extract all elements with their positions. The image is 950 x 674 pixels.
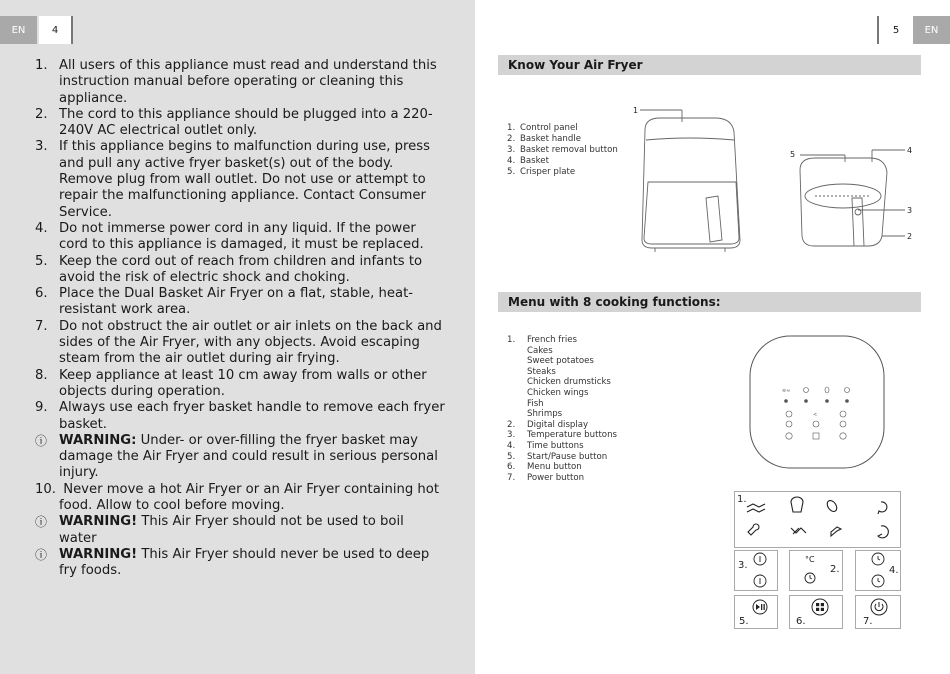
function-label: Shrimps [527,409,563,420]
time-buttons-box [855,550,901,591]
instruction-text: Under- or over-filling the fryer basket may damage the Air Fryer and could result in serious personal injury. [59,432,443,481]
part-label: Basket handle [520,133,581,144]
page-number-divider [71,16,73,44]
part-number: 2. [507,133,516,144]
panel-label-7: 7. [863,616,873,627]
function-item [507,388,617,399]
panel-label-2: 2. [830,564,840,575]
function-item [507,335,617,346]
fish-icon [831,527,841,536]
function-number: 6. [507,462,516,473]
function-item [507,356,617,367]
function-label: French fries [527,335,578,345]
list-marker: 2. [35,106,48,122]
digital-display-box [789,550,843,591]
function-item [507,473,617,484]
instruction-item [35,221,445,254]
temperature-buttons-box [734,550,778,591]
instruction-text: All users of this appliance must read and understand this instruction manual before operating or cleaning this appliance. [59,58,441,106]
warning-label: WARNING: [59,432,137,448]
part-label: Crisper plate [520,166,576,177]
play-pause-icon [735,596,779,630]
function-label: Steaks [527,366,556,377]
warning-label: WARNING! [59,514,138,530]
callout-3: 3 [907,206,913,215]
list-marker: 6. [35,286,48,302]
instruction-item [35,400,449,433]
language-tab: EN [913,16,950,44]
panel-label-6: 6. [796,616,806,627]
part-number: 5. [507,166,516,177]
function-label: Sweet potatoes [527,356,594,367]
instruction-text: Keep the cord out of reach from children and infants to avoid the risk of electric shock and choking. [59,253,427,285]
function-label: Time buttons [527,440,584,451]
function-label: Chicken drumsticks [527,377,611,388]
function-item [507,346,617,357]
instruction-text: If this appliance begins to malfunction during use, press and pull any active fryer basket(s) out of the body. Remove plug from wall outlet. Do not use or attempt to repair the malfunctioning appliance. Contact Consumer Service. [59,139,435,220]
list-marker: 1. [35,58,48,73]
svg-text:≋≈: ≋≈ [782,388,791,394]
function-number: 7. [507,472,516,483]
panel-label-5: 5. [739,616,749,627]
cooking-presets-box [734,491,901,548]
function-number: 4. [507,440,516,451]
function-number: 3. [507,430,516,441]
list-marker: 9. [35,400,48,416]
function-item [507,377,617,388]
instruction-item [35,139,445,220]
chicken-wings-icon [791,528,806,534]
callout-4: 4 [907,146,913,155]
callout-1: 1 [633,106,639,115]
function-label: Menu button [527,462,582,473]
function-label: Fish [527,398,544,409]
safety-instructions-list [35,58,449,580]
function-label: Cakes [527,345,553,356]
list-marker: 4. [35,220,48,236]
panel-label-3: 3. [738,560,748,571]
svg-text:<: < [813,412,818,418]
menu-button-box [789,595,843,629]
instruction-item [35,286,445,319]
warning-item [35,514,445,547]
function-number: 5. [507,451,516,462]
menu-grid-icon [790,596,844,630]
function-label: Start/Pause button [527,451,608,462]
sweet-potato-icon [825,499,838,513]
instruction-text: This Air Fryer should never be used to deep fry foods. [59,546,434,579]
function-item [507,430,617,441]
panel-label-4: 4. [889,565,899,576]
celsius-label: °C [805,555,815,564]
menu-functions-heading: Menu with 8 cooking functions: [498,292,921,312]
function-item [507,441,617,452]
function-item [507,399,617,410]
instruction-item [35,107,445,140]
instruction-text: Do not immerse power cord in any liquid. If the power cord to this appliance is damaged, it must be replaced. [59,220,424,253]
instruction-text: Do not obstruct the air outlet or air inlets on the back and sides of the Air Fryer, with any objects. Avoid escaping steam from the air outlet during air frying. [59,318,447,367]
air-fryer-illustration [600,100,930,260]
french-fries-icon [747,504,765,512]
chicken-drumstick-icon [748,524,759,535]
thermometer-icon [735,551,779,592]
instruction-text: This Air Fryer should not be used to boil water [59,514,409,546]
power-icon [856,596,902,630]
part-label: Basket [520,155,549,166]
instruction-text: The cord to this appliance should be plugged into a 220-240V AC electrical outlet only. [59,106,433,139]
function-label: Temperature buttons [527,430,617,441]
panel-label-1: 1. [737,494,747,505]
function-label: Digital display [527,419,589,430]
function-label: Power button [527,472,585,483]
part-number: 1. [507,123,516,133]
info-icon: ⓘ [35,515,48,530]
language-tab: EN [0,16,37,44]
function-number: 2. [507,419,516,430]
start-pause-button-box [734,595,778,629]
part-number: 3. [507,144,516,155]
instruction-text: Keep appliance at least 10 cm away from walls or other objects during operation. [59,367,431,399]
preset-icons [735,492,900,547]
warning-label: WARNING! [59,546,138,562]
part-label: Basket removal button [520,144,618,155]
function-label: Chicken wings [527,387,589,398]
function-item [507,367,617,378]
instruction-item [35,368,445,401]
instruction-text: Place the Dual Basket Air Fryer on a flat, stable, heat-resistant work area. [59,286,414,318]
list-marker: 5. [35,253,48,269]
function-number: 1. [507,335,516,345]
instruction-item [35,58,445,107]
info-icon: ⓘ [35,433,48,448]
functions-list [507,335,617,483]
power-button-box [855,595,901,629]
instruction-item [35,319,445,368]
callout-5: 5 [790,150,796,159]
part-number: 4. [507,155,516,166]
list-marker: 8. [35,367,48,383]
shrimp-icon [878,526,888,538]
clock-icon [790,551,844,592]
instruction-item [35,254,445,287]
steak-icon [878,502,887,514]
warning-item [35,433,445,482]
control-panel-illustration [748,334,886,470]
instruction-item [35,482,445,515]
page-number: 5 [880,16,912,44]
page-number: 4 [39,16,71,44]
know-your-air-fryer-heading: Know Your Air Fryer [498,55,921,75]
timer-icon [856,551,902,592]
list-marker: 10. [35,481,56,497]
instruction-text: Always use each fryer basket handle to remove each fryer basket. [59,400,449,432]
list-marker: 7. [35,318,48,334]
warning-item [35,547,445,580]
part-label: Control panel [520,123,578,133]
callout-2: 2 [907,232,913,241]
function-item [507,462,617,473]
cake-icon [791,497,803,512]
info-icon: ⓘ [35,547,48,562]
function-item [507,452,617,463]
list-marker: 3. [35,139,48,155]
page-number-divider [877,16,879,44]
function-item [507,409,617,420]
instruction-text: Never move a hot Air Fryer or an Air Fryer containing hot food. Allow to cool before moving. [59,481,444,514]
function-item [507,420,617,431]
